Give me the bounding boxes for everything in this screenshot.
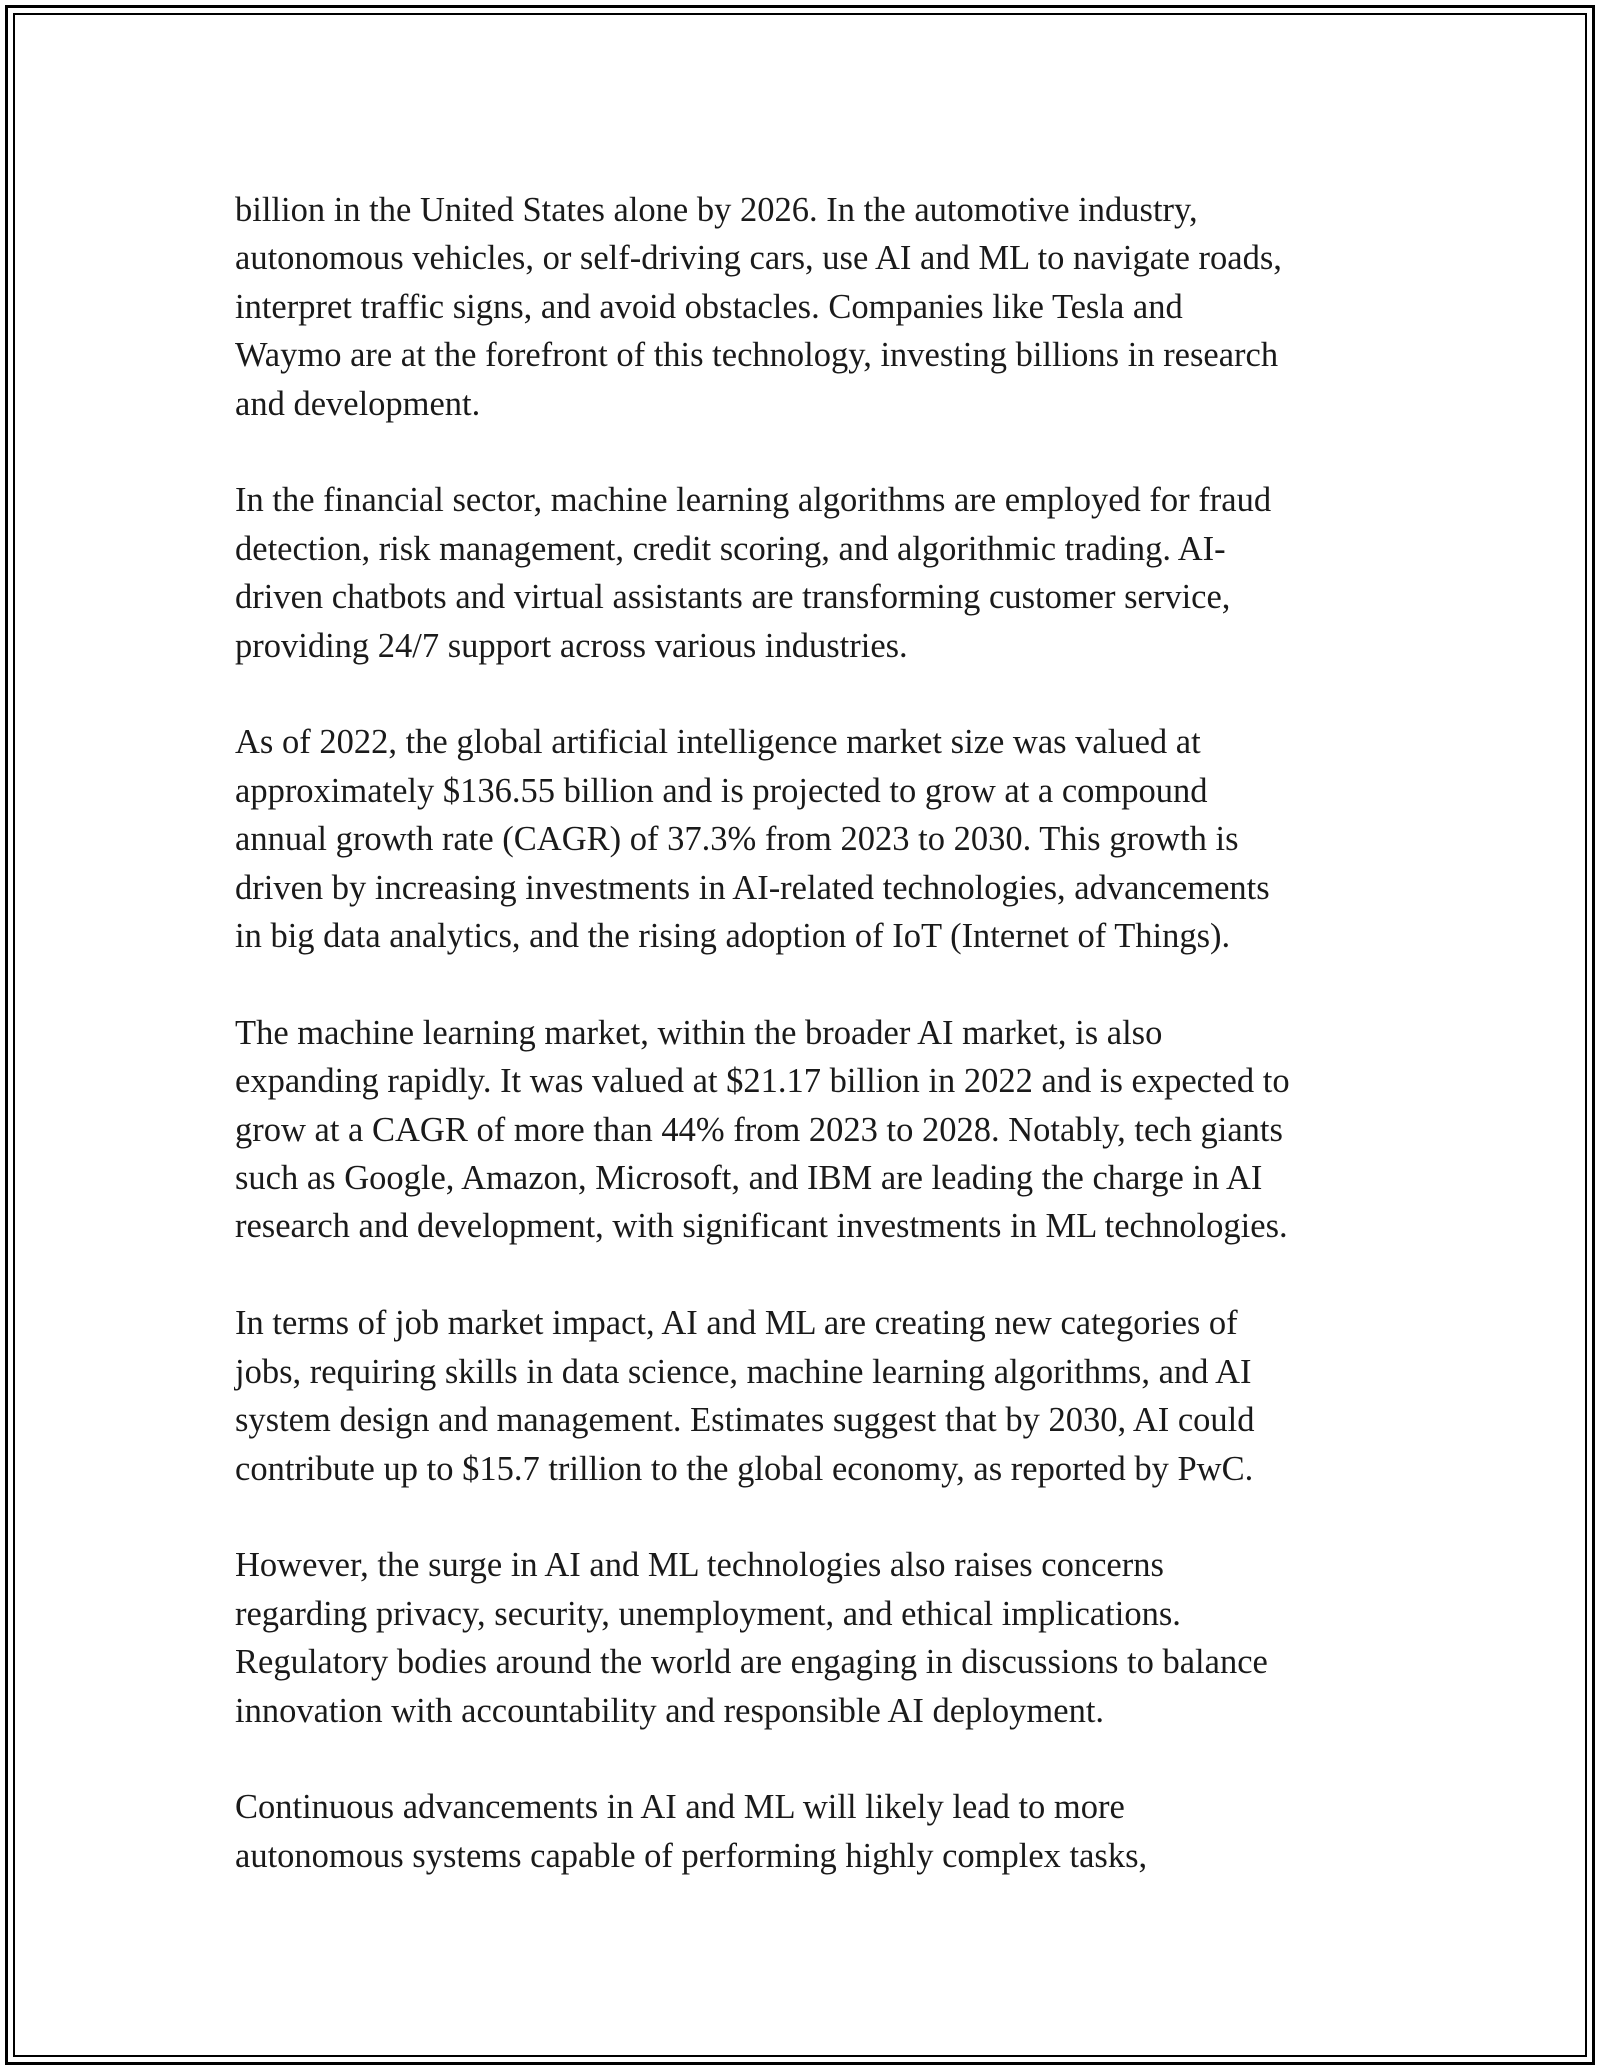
text-line: and development. <box>235 384 481 423</box>
text-line: In the financial sector, machine learning algorithms are employed for fraud <box>235 481 1272 520</box>
paragraph-concerns <box>235 1541 1370 1735</box>
document-body <box>235 186 1370 1880</box>
text-line: research and development, with significant investments in ML technologies. <box>235 1207 1288 1246</box>
text-line: contribute up to $15.7 trillion to the global economy, as reported by PwC. <box>235 1449 1254 1488</box>
text-line: As of 2022, the global artificial intelligence market size was valued at <box>235 723 1201 762</box>
text-line: in big data analytics, and the rising adoption of IoT (Internet of Things). <box>235 917 1231 956</box>
paragraph-automotive <box>235 186 1370 428</box>
text-line: autonomous systems capable of performing highly complex tasks, <box>235 1836 1148 1875</box>
text-line: expanding rapidly. It was valued at $21.17 billion in 2022 and is expected to <box>235 1062 1290 1101</box>
paragraph-job-market <box>235 1299 1370 1493</box>
paragraph-ml-market <box>235 1009 1370 1251</box>
text-line: The machine learning market, within the broader AI market, is also <box>235 1013 1163 1052</box>
paragraph-financial-sector <box>235 476 1370 670</box>
text-line: autonomous vehicles, or self-driving cars, use AI and ML to navigate roads, <box>235 239 1282 278</box>
text-line: regarding privacy, security, unemployment, and ethical implications. <box>235 1594 1181 1633</box>
text-line: Continuous advancements in AI and ML will likely lead to more <box>235 1788 1125 1827</box>
paragraph-ai-market-size <box>235 718 1370 960</box>
text-line: driven chatbots and virtual assistants are transforming customer service, <box>235 578 1231 617</box>
text-line: However, the surge in AI and ML technologies also raises concerns <box>235 1546 1164 1585</box>
text-line: grow at a CAGR of more than 44% from 2023 to 2028. Notably, tech giants <box>235 1110 1283 1149</box>
paragraph-continuous-advancements <box>235 1783 1370 1880</box>
text-line: In terms of job market impact, AI and ML are creating new categories of <box>235 1304 1238 1343</box>
text-line: billion in the United States alone by 2026. In the automotive industry, <box>235 191 1198 229</box>
text-line: driven by increasing investments in AI-related technologies, advancements <box>235 868 1270 907</box>
text-line: approximately $136.55 billion and is projected to grow at a compound <box>235 771 1208 810</box>
text-line: annual growth rate (CAGR) of 37.3% from 2023 to 2030. This growth is <box>235 820 1239 859</box>
text-line: Waymo are at the forefront of this technology, investing billions in research <box>235 336 1279 375</box>
text-line: Regulatory bodies around the world are engaging in discussions to balance <box>235 1643 1268 1682</box>
text-line: jobs, requiring skills in data science, machine learning algorithms, and AI <box>235 1352 1252 1391</box>
text-line: providing 24/7 support across various industries. <box>235 626 908 665</box>
text-line: system design and management. Estimates suggest that by 2030, AI could <box>235 1401 1255 1440</box>
text-line: such as Google, Amazon, Microsoft, and IBM are leading the charge in AI <box>235 1159 1263 1198</box>
text-line: detection, risk management, credit scoring, and algorithmic trading. AI- <box>235 529 1226 568</box>
text-line: innovation with accountability and responsible AI deployment. <box>235 1691 1105 1730</box>
text-line: interpret traffic signs, and avoid obstacles. Companies like Tesla and <box>235 287 1183 326</box>
